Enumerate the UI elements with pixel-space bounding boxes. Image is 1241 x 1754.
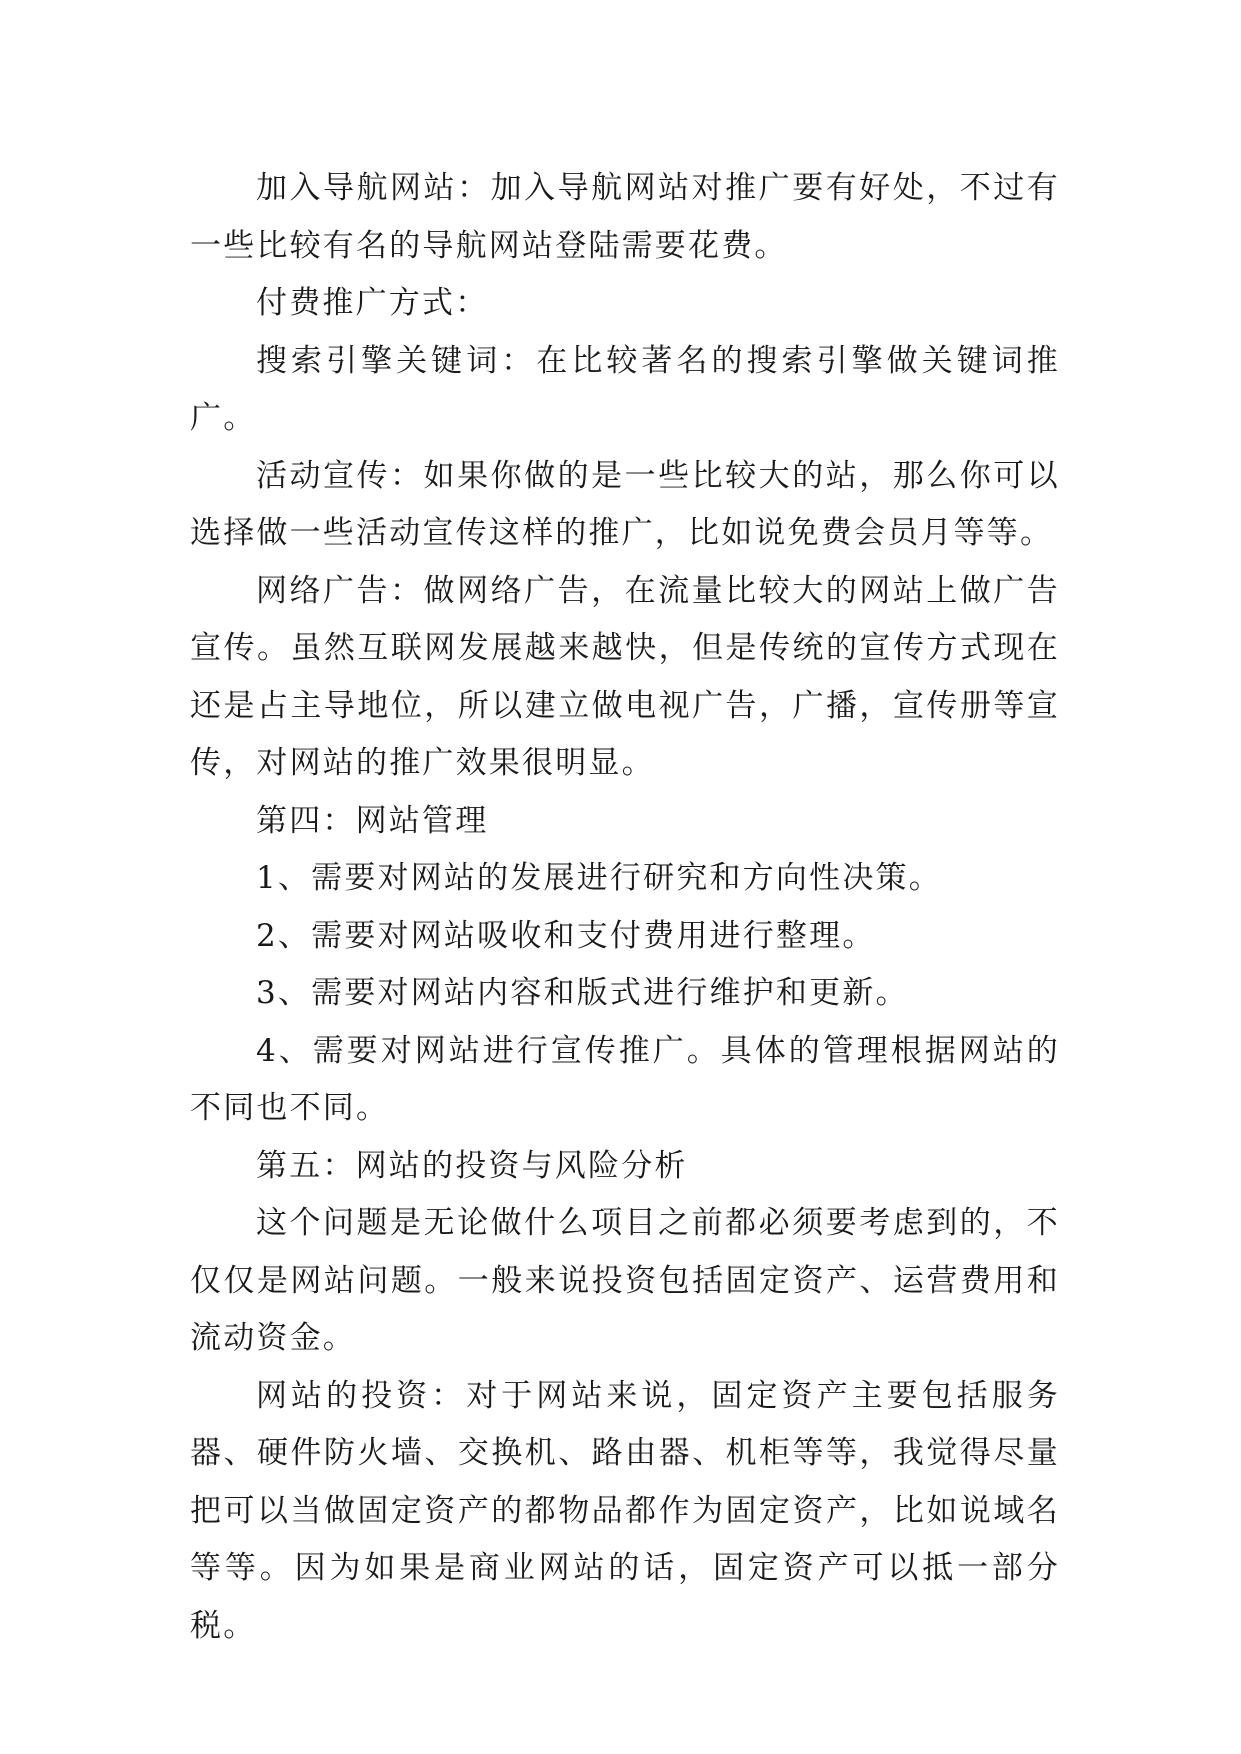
paragraph-navigation-sites: 加入导航网站：加入导航网站对推广要有好处，不过有一些比较有名的导航网站登陆需要花费。 xyxy=(190,170,1060,264)
paragraph-online-ads: 网络广告：做网络广告，在流量比较大的网站上做广告宣传。虽然互联网发展越来越快，但是传统的宣传方式现在还是占主导地位，所以建立做电视广告，广播，宣传册等宣传，对网站的推广效果很明显。 xyxy=(190,572,1060,781)
document-body xyxy=(190,160,1060,1655)
paragraph-event-promotion: 活动宣传：如果你做的是一些比较大的站，那么你可以选择做一些活动宣传这样的推广，比如说免费会员月等等。 xyxy=(190,457,1060,551)
list-item-4: 4、需要对网站进行宣传推广。具体的管理根据网站的不同也不同。 xyxy=(190,1032,1060,1126)
section-heading-site-management: 第四：网站管理 xyxy=(256,802,489,839)
list-item-3: 3、需要对网站内容和版式进行维护和更新。 xyxy=(256,975,909,1011)
paragraph-site-investment: 网站的投资：对于网站来说，固定资产主要包括服务器、硬件防火墙、交换机、路由器、机柜等等，我觉得尽量把可以当做固定资产的都物品都作为固定资产，比如说域名等等。因为如果是商业网站的话，固定资产可以抵一部分税。 xyxy=(190,1377,1060,1644)
list-item-2: 2、需要对网站吸收和支付费用进行整理。 xyxy=(256,917,876,954)
section-heading-investment-risk: 第五：网站的投资与风险分析 xyxy=(256,1147,688,1184)
paragraph-investment-intro: 这个问题是无论做什么项目之前都必须要考虑到的，不仅仅是网站问题。一般来说投资包括固定资产、运营费用和流动资金。 xyxy=(190,1205,1060,1356)
paragraph-search-keywords: 搜索引擎关键词：在比较著名的搜索引擎做关键词推广。 xyxy=(190,342,1060,436)
paragraph-paid-promotion-heading: 付费推广方式： xyxy=(256,285,489,321)
list-item-1: 1、需要对网站的发展进行研究和方向性决策。 xyxy=(256,860,942,896)
